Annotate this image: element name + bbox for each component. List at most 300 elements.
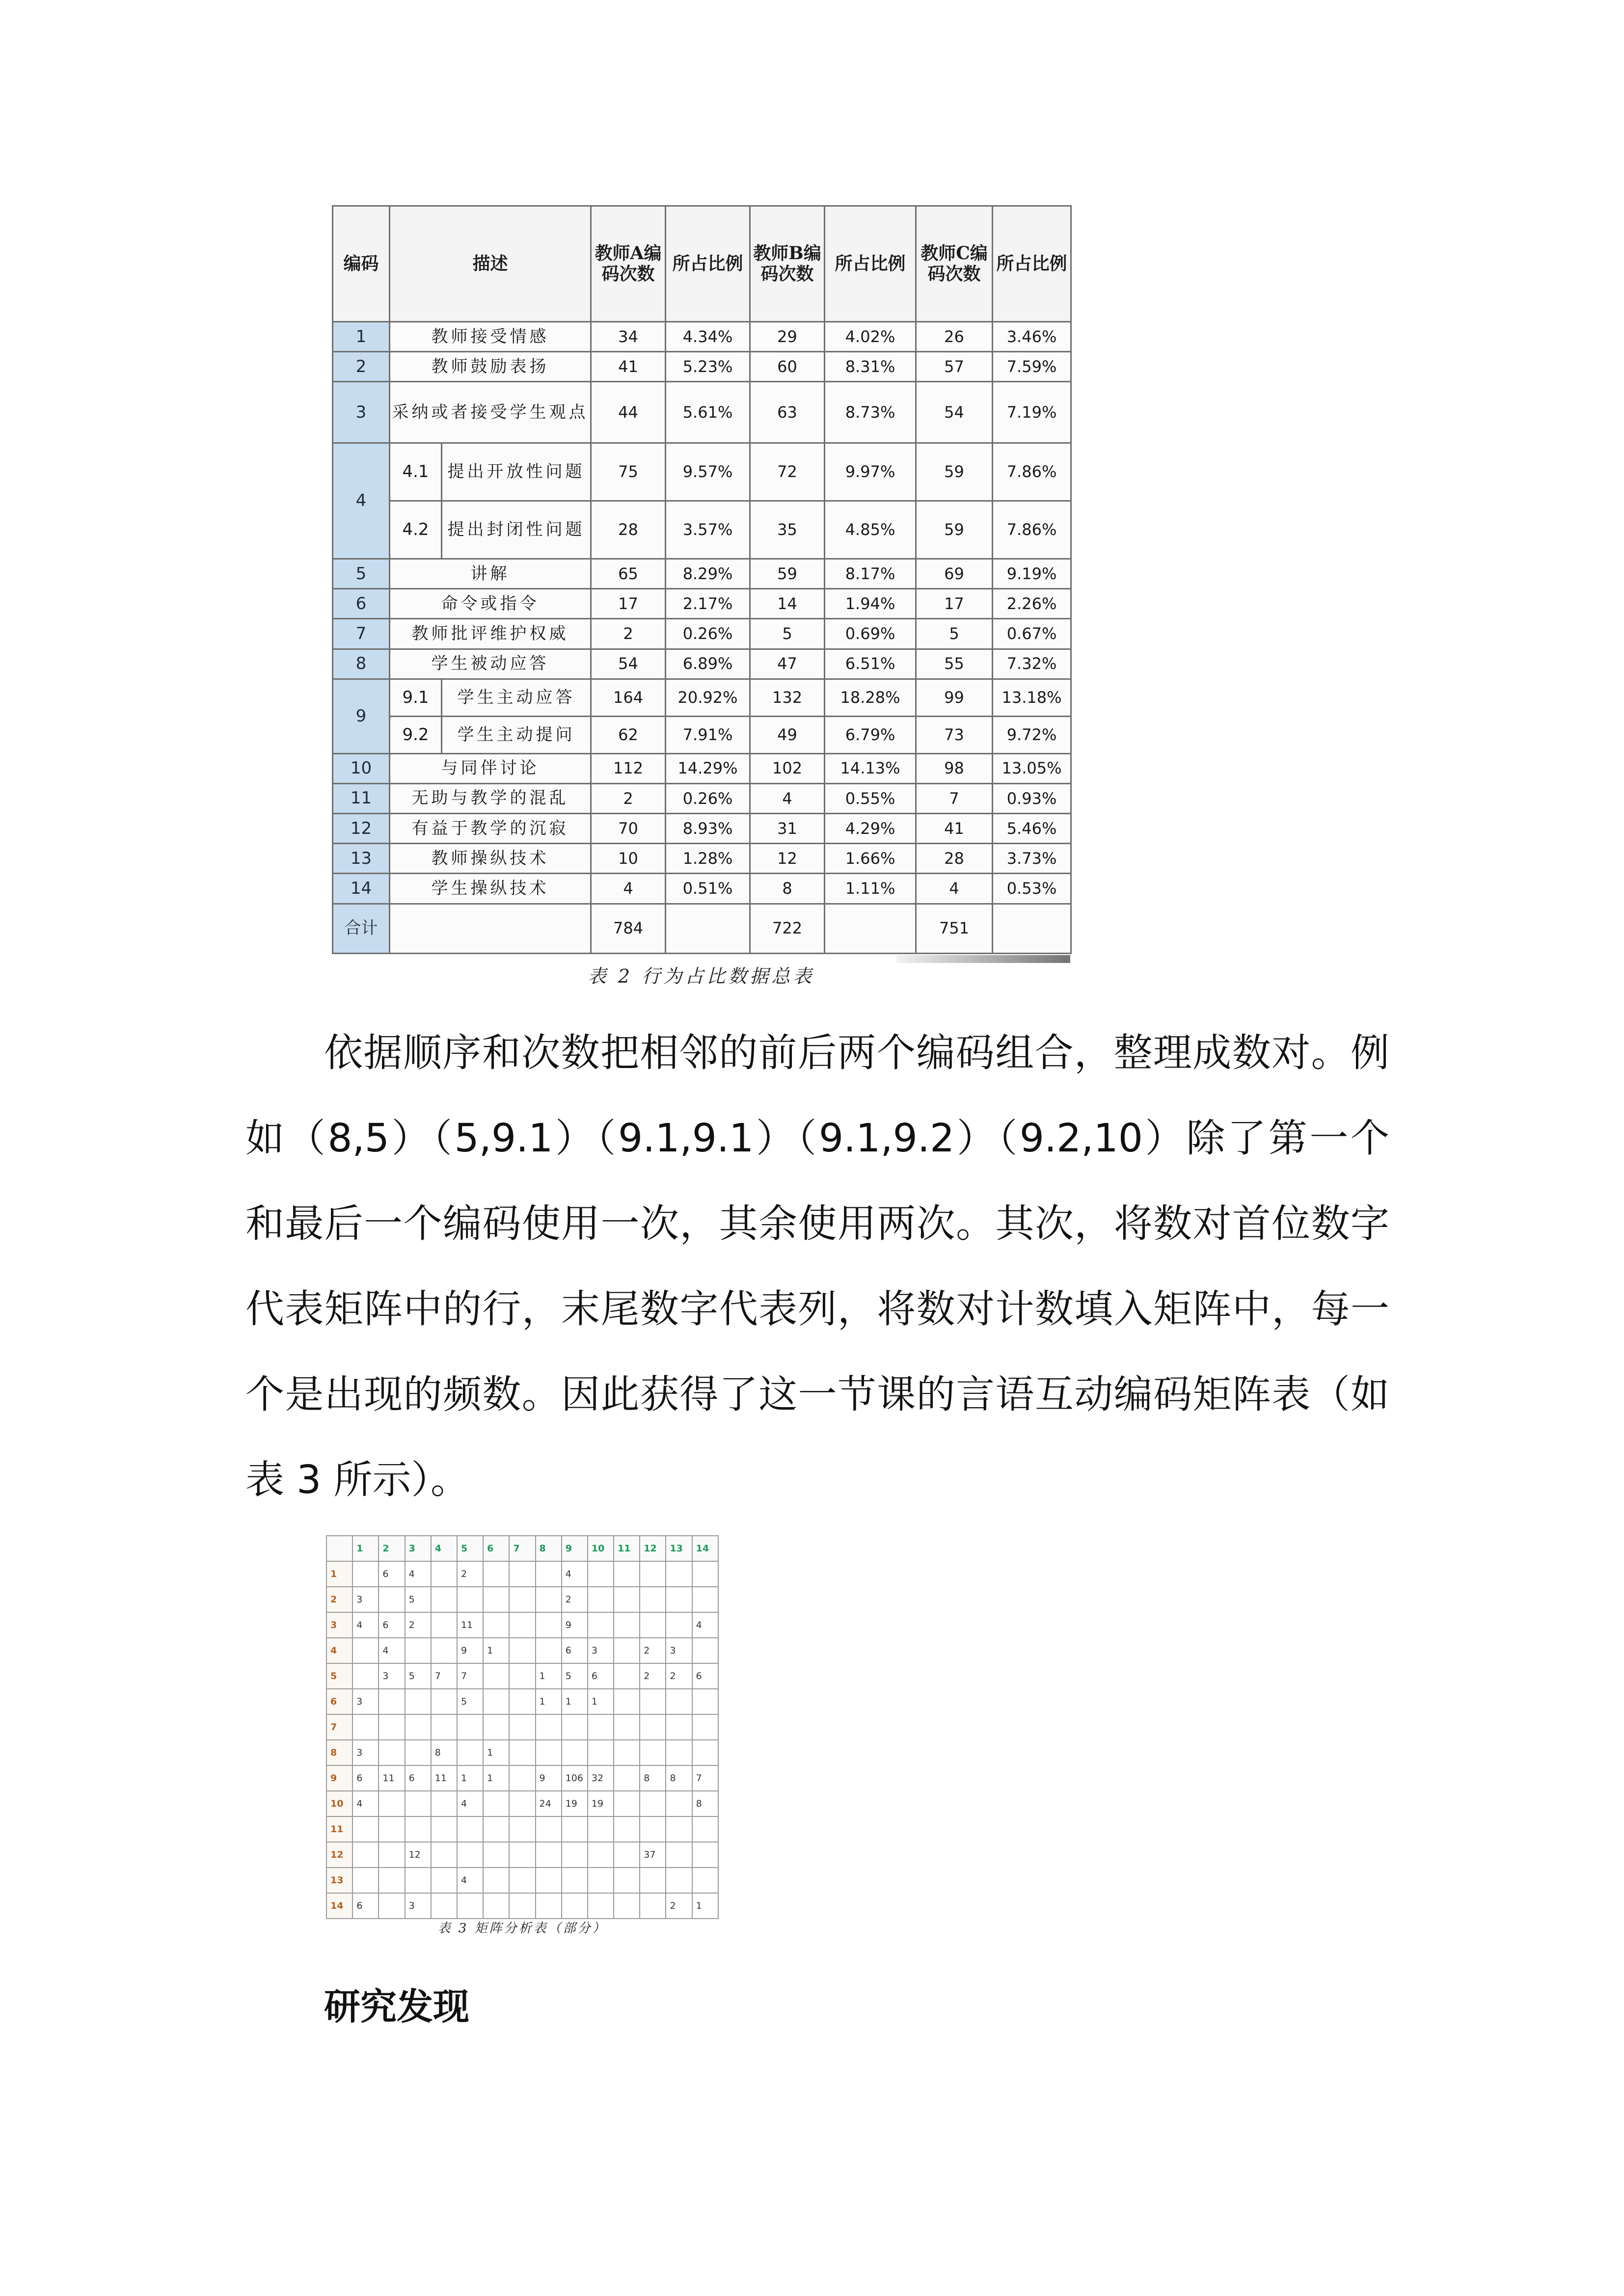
matrix-cell: 1 (483, 1765, 509, 1791)
matrix-cell (457, 1587, 483, 1612)
code-cell: 1 (333, 322, 390, 352)
matrix-row-header: 6 (326, 1689, 352, 1714)
matrix-cell (352, 1868, 379, 1893)
matrix-cell (614, 1740, 640, 1765)
value-cell: 164 (591, 679, 666, 716)
value-cell: 7.32% (993, 649, 1071, 679)
matrix-cell (509, 1663, 535, 1689)
value-cell: 9.97% (825, 443, 916, 501)
matrix-cell (405, 1714, 431, 1740)
subcode-cell: 9.1 (390, 679, 442, 716)
matrix-row (326, 1791, 718, 1816)
header-teacher-c: 教师C编码次数 (916, 206, 993, 322)
matrix-cell (536, 1868, 562, 1893)
matrix-cell (483, 1663, 509, 1689)
matrix-cell: 5 (405, 1663, 431, 1689)
matrix-row-header: 1 (326, 1561, 352, 1587)
paragraph-line: 表 3 所示）。 (245, 1457, 469, 1502)
desc-cell: 学生主动提问 (442, 716, 591, 753)
matrix-cell: 4 (405, 1561, 431, 1587)
value-cell: 4.85% (825, 501, 916, 559)
matrix-col-header: 13 (666, 1536, 692, 1561)
section-heading: 研究发现 (324, 1986, 469, 2028)
matrix-cell: 11 (431, 1765, 457, 1791)
matrix-cell: 6 (352, 1893, 379, 1919)
header-ratio-c: 所占比例 (993, 206, 1071, 322)
matrix-cell (405, 1638, 431, 1663)
matrix-cell: 4 (352, 1612, 379, 1638)
value-cell: 6.79% (825, 716, 916, 753)
matrix-cell: 1 (483, 1638, 509, 1663)
matrix-row-header: 9 (326, 1765, 352, 1791)
value-cell: 57 (916, 352, 993, 382)
value-cell: 0.26% (666, 619, 750, 649)
matrix-cell (614, 1612, 640, 1638)
value-cell: 0.51% (666, 874, 750, 904)
value-cell: 54 (591, 649, 666, 679)
matrix-cell: 8 (431, 1740, 457, 1765)
matrix-cell (614, 1791, 640, 1816)
subcode-cell: 4.2 (390, 501, 442, 559)
matrix-cell: 11 (379, 1765, 405, 1791)
matrix-cell (431, 1612, 457, 1638)
matrix-cell: 2 (666, 1893, 692, 1919)
matrix-cell (431, 1791, 457, 1816)
matrix-cell (614, 1587, 640, 1612)
matrix-cell (614, 1689, 640, 1714)
matrix-cell (588, 1868, 614, 1893)
desc-cell: 学生主动应答 (442, 679, 591, 716)
desc-cell: 有益于教学的沉寂 (390, 814, 591, 844)
value-cell: 4 (591, 874, 666, 904)
total-b: 722 (750, 904, 825, 953)
code-cell: 10 (333, 753, 390, 783)
matrix-cell: 11 (457, 1612, 483, 1638)
matrix-cell: 7 (431, 1663, 457, 1689)
value-cell: 7 (916, 783, 993, 813)
matrix-row-header: 5 (326, 1663, 352, 1689)
matrix-cell (509, 1612, 535, 1638)
matrix-cell (692, 1561, 718, 1587)
matrix-cell (431, 1561, 457, 1587)
matrix-row-header: 8 (326, 1740, 352, 1765)
matrix-cell (640, 1893, 666, 1919)
matrix-cell (509, 1842, 535, 1868)
matrix-cell (483, 1893, 509, 1919)
table-row (333, 844, 1071, 874)
matrix-cell: 3 (352, 1740, 379, 1765)
matrix-cell: 3 (588, 1638, 614, 1663)
total-a: 784 (591, 904, 666, 953)
value-cell: 9.57% (666, 443, 750, 501)
matrix-row-header: 11 (326, 1816, 352, 1842)
matrix-cell (509, 1816, 535, 1842)
value-cell: 4.29% (825, 814, 916, 844)
matrix-col-header: 12 (640, 1536, 666, 1561)
matrix-cell: 3 (405, 1893, 431, 1919)
matrix-cell: 3 (379, 1663, 405, 1689)
matrix-cell (692, 1714, 718, 1740)
matrix-header-row (326, 1536, 718, 1561)
matrix-cell (509, 1868, 535, 1893)
matrix-cell (666, 1868, 692, 1893)
matrix-cell (588, 1714, 614, 1740)
value-cell: 5.23% (666, 352, 750, 382)
matrix-cell: 5 (405, 1587, 431, 1612)
desc-cell: 无助与教学的混乱 (390, 783, 591, 813)
matrix-analysis-table (326, 1535, 719, 1919)
desc-cell: 教师批评维护权威 (390, 619, 591, 649)
matrix-cell (431, 1714, 457, 1740)
matrix-cell (588, 1816, 614, 1842)
value-cell: 8.17% (825, 559, 916, 589)
desc-cell: 讲解 (390, 559, 591, 589)
matrix-cell: 4 (457, 1791, 483, 1816)
table2-body (333, 322, 1071, 954)
matrix-cell (483, 1612, 509, 1638)
value-cell: 0.69% (825, 619, 916, 649)
matrix-corner (326, 1536, 352, 1561)
matrix-cell (614, 1893, 640, 1919)
matrix-cell: 6 (588, 1663, 614, 1689)
matrix-cell (562, 1842, 588, 1868)
matrix-cell (588, 1842, 614, 1868)
matrix-cell (431, 1893, 457, 1919)
matrix-cell (405, 1868, 431, 1893)
table-row (333, 716, 1071, 753)
value-cell: 2 (591, 783, 666, 813)
value-cell: 8.29% (666, 559, 750, 589)
total-blank (825, 904, 916, 953)
matrix-cell: 9 (562, 1612, 588, 1638)
code-cell: 4 (333, 443, 390, 559)
matrix-cell: 1 (562, 1689, 588, 1714)
desc-cell: 教师鼓励表扬 (390, 352, 591, 382)
matrix-cell (405, 1740, 431, 1765)
matrix-cell: 37 (640, 1842, 666, 1868)
matrix-cell: 3 (352, 1689, 379, 1714)
matrix-cell (483, 1689, 509, 1714)
value-cell: 26 (916, 322, 993, 352)
value-cell: 8.31% (825, 352, 916, 382)
matrix-cell (509, 1714, 535, 1740)
table-row (333, 501, 1071, 559)
matrix-cell (536, 1587, 562, 1612)
value-cell: 2.17% (666, 589, 750, 619)
desc-cell: 提出开放性问题 (442, 443, 591, 501)
table-row (333, 649, 1071, 679)
matrix-row (326, 1816, 718, 1842)
matrix-cell: 7 (692, 1765, 718, 1791)
matrix-cell: 7 (457, 1663, 483, 1689)
matrix-cell: 1 (457, 1765, 483, 1791)
value-cell: 99 (916, 679, 993, 716)
matrix-cell: 4 (692, 1612, 718, 1638)
value-cell: 72 (750, 443, 825, 501)
header-code: 编码 (333, 206, 390, 322)
matrix-cell (614, 1663, 640, 1689)
matrix-row-header: 3 (326, 1612, 352, 1638)
value-cell: 14 (750, 589, 825, 619)
value-cell: 8 (750, 874, 825, 904)
code-cell: 6 (333, 589, 390, 619)
matrix-cell (483, 1791, 509, 1816)
table-row (333, 679, 1071, 716)
matrix-cell (379, 1842, 405, 1868)
value-cell: 7.59% (993, 352, 1071, 382)
matrix-cell (588, 1612, 614, 1638)
matrix-cell (457, 1714, 483, 1740)
matrix-cell (692, 1740, 718, 1765)
matrix-cell (666, 1740, 692, 1765)
value-cell: 2.26% (993, 589, 1071, 619)
matrix-cell (666, 1714, 692, 1740)
matrix-cell (614, 1842, 640, 1868)
matrix-cell (379, 1868, 405, 1893)
matrix-cell (431, 1587, 457, 1612)
behavior-ratio-table (332, 205, 1070, 954)
matrix-cell: 6 (379, 1561, 405, 1587)
value-cell: 62 (591, 716, 666, 753)
matrix-cell (692, 1868, 718, 1893)
header-ratio-a: 所占比例 (666, 206, 750, 322)
value-cell: 60 (750, 352, 825, 382)
table-row (333, 874, 1071, 904)
value-cell: 17 (591, 589, 666, 619)
matrix-cell (536, 1842, 562, 1868)
matrix-cell (431, 1689, 457, 1714)
matrix-col-header: 14 (692, 1536, 718, 1561)
value-cell: 10 (591, 844, 666, 874)
value-cell: 65 (591, 559, 666, 589)
value-cell: 0.53% (993, 874, 1071, 904)
matrix-cell (405, 1816, 431, 1842)
matrix-row-header: 12 (326, 1842, 352, 1868)
table-row (333, 783, 1071, 813)
matrix-row (326, 1765, 718, 1791)
matrix-cell (588, 1587, 614, 1612)
matrix-cell: 2 (640, 1638, 666, 1663)
matrix-cell: 6 (405, 1765, 431, 1791)
value-cell: 35 (750, 501, 825, 559)
value-cell: 13.05% (993, 753, 1071, 783)
matrix-row (326, 1612, 718, 1638)
code-cell: 11 (333, 783, 390, 813)
matrix-cell (562, 1893, 588, 1919)
matrix-cell (588, 1893, 614, 1919)
matrix-cell: 4 (457, 1868, 483, 1893)
matrix-cell (562, 1714, 588, 1740)
value-cell: 18.28% (825, 679, 916, 716)
matrix-cell (431, 1638, 457, 1663)
value-cell: 34 (591, 322, 666, 352)
value-cell: 5.61% (666, 382, 750, 443)
matrix-col-header: 9 (562, 1536, 588, 1561)
matrix-cell (666, 1561, 692, 1587)
matrix-col-header: 11 (614, 1536, 640, 1561)
matrix-cell (536, 1561, 562, 1587)
value-cell: 7.19% (993, 382, 1071, 443)
matrix-col-header: 3 (405, 1536, 431, 1561)
matrix-cell (536, 1816, 562, 1842)
paragraph-line: 和最后一个编码使用一次，其余使用两次。其次，将数对首位数字 (245, 1201, 1389, 1246)
value-cell: 4.34% (666, 322, 750, 352)
matrix-cell: 1 (536, 1663, 562, 1689)
matrix-row (326, 1689, 718, 1714)
matrix-cell (379, 1587, 405, 1612)
paragraph-line: 个是出现的频数。因此获得了这一节课的言语互动编码矩阵表（如 (245, 1372, 1389, 1417)
table-row (333, 352, 1071, 382)
matrix-row-header: 4 (326, 1638, 352, 1663)
matrix-cell: 8 (666, 1765, 692, 1791)
matrix-cell (509, 1893, 535, 1919)
matrix-row (326, 1842, 718, 1868)
table3-caption: 表 3 矩阵分析表（部分） (437, 1921, 607, 1936)
value-cell: 0.26% (666, 783, 750, 813)
matrix-cell: 1 (536, 1689, 562, 1714)
matrix-col-header: 7 (509, 1536, 535, 1561)
value-cell: 3.73% (993, 844, 1071, 874)
value-cell: 29 (750, 322, 825, 352)
matrix-row-header: 7 (326, 1714, 352, 1740)
matrix-cell (509, 1765, 535, 1791)
value-cell: 54 (916, 382, 993, 443)
matrix-col-header: 5 (457, 1536, 483, 1561)
matrix-cell (536, 1612, 562, 1638)
matrix-cell: 5 (457, 1689, 483, 1714)
matrix-cell (666, 1816, 692, 1842)
code-cell: 3 (333, 382, 390, 443)
matrix-cell (692, 1816, 718, 1842)
value-cell: 31 (750, 814, 825, 844)
matrix-cell (562, 1868, 588, 1893)
value-cell: 44 (591, 382, 666, 443)
value-cell: 3.57% (666, 501, 750, 559)
value-cell: 98 (916, 753, 993, 783)
matrix-cell: 106 (562, 1765, 588, 1791)
matrix-cell: 12 (405, 1842, 431, 1868)
value-cell: 1.66% (825, 844, 916, 874)
matrix-cell (640, 1868, 666, 1893)
header-desc: 描述 (390, 206, 591, 322)
matrix-cell (666, 1612, 692, 1638)
value-cell: 59 (916, 501, 993, 559)
matrix-cell (431, 1868, 457, 1893)
desc-cell: 采纳或者接受学生观点 (390, 382, 591, 443)
matrix-cell: 6 (352, 1765, 379, 1791)
matrix-cell: 2 (666, 1663, 692, 1689)
value-cell: 2 (591, 619, 666, 649)
matrix-cell: 2 (457, 1561, 483, 1587)
value-cell: 7.86% (993, 501, 1071, 559)
table-row (333, 322, 1071, 352)
matrix-cell (536, 1893, 562, 1919)
matrix-cell (457, 1740, 483, 1765)
value-cell: 7.91% (666, 716, 750, 753)
matrix-cell (405, 1791, 431, 1816)
desc-cell: 与同伴讨论 (390, 753, 591, 783)
matrix-row (326, 1638, 718, 1663)
matrix-cell (379, 1893, 405, 1919)
value-cell: 6.89% (666, 649, 750, 679)
matrix-cell (457, 1893, 483, 1919)
matrix-cell (352, 1561, 379, 1587)
desc-cell: 教师操纵技术 (390, 844, 591, 874)
matrix-cell: 24 (536, 1791, 562, 1816)
paragraph-line: 代表矩阵中的行，末尾数字代表列，将数对计数填入矩阵中，每一 (245, 1286, 1389, 1332)
matrix-cell (352, 1816, 379, 1842)
total-label: 合计 (333, 904, 390, 953)
matrix-cell (692, 1842, 718, 1868)
total-blank (993, 904, 1071, 953)
matrix-cell (457, 1842, 483, 1868)
table-row (333, 589, 1071, 619)
matrix-cell (562, 1740, 588, 1765)
body-paragraph (245, 1010, 1389, 1522)
value-cell: 0.93% (993, 783, 1071, 813)
matrix-cell (536, 1740, 562, 1765)
value-cell: 70 (591, 814, 666, 844)
matrix-cell (692, 1638, 718, 1663)
subcode-cell: 4.1 (390, 443, 442, 501)
matrix-cell: 8 (640, 1765, 666, 1791)
value-cell: 13.18% (993, 679, 1071, 716)
matrix-row (326, 1714, 718, 1740)
table-row (333, 443, 1071, 501)
behavior-ratio-table-grid (332, 205, 1072, 954)
value-cell: 41 (916, 814, 993, 844)
code-cell: 12 (333, 814, 390, 844)
matrix-col-header: 6 (483, 1536, 509, 1561)
value-cell: 55 (916, 649, 993, 679)
value-cell: 17 (916, 589, 993, 619)
matrix-cell (457, 1816, 483, 1842)
matrix-cell (352, 1714, 379, 1740)
matrix-cell (640, 1612, 666, 1638)
matrix-cell (640, 1791, 666, 1816)
desc-cell: 命令或指令 (390, 589, 591, 619)
value-cell: 1.11% (825, 874, 916, 904)
matrix-cell (352, 1638, 379, 1663)
value-cell: 49 (750, 716, 825, 753)
matrix-cell: 2 (405, 1612, 431, 1638)
code-cell: 14 (333, 874, 390, 904)
matrix-cell (640, 1587, 666, 1612)
matrix-cell (431, 1816, 457, 1842)
matrix-cell: 4 (379, 1638, 405, 1663)
value-cell: 63 (750, 382, 825, 443)
desc-cell: 提出封闭性问题 (442, 501, 591, 559)
value-cell: 28 (916, 844, 993, 874)
matrix-cell: 6 (692, 1663, 718, 1689)
matrix-cell (379, 1816, 405, 1842)
table-row (333, 559, 1071, 589)
value-cell: 73 (916, 716, 993, 753)
value-cell: 3.46% (993, 322, 1071, 352)
matrix-cell (509, 1587, 535, 1612)
matrix-col-header: 10 (588, 1536, 614, 1561)
matrix-cell: 19 (588, 1791, 614, 1816)
matrix-cell: 3 (352, 1587, 379, 1612)
value-cell: 20.92% (666, 679, 750, 716)
value-cell: 5 (916, 619, 993, 649)
matrix-row (326, 1561, 718, 1587)
matrix-col-header: 4 (431, 1536, 457, 1561)
matrix-cell (483, 1816, 509, 1842)
matrix-cell (483, 1714, 509, 1740)
value-cell: 132 (750, 679, 825, 716)
header-ratio-b: 所占比例 (825, 206, 916, 322)
